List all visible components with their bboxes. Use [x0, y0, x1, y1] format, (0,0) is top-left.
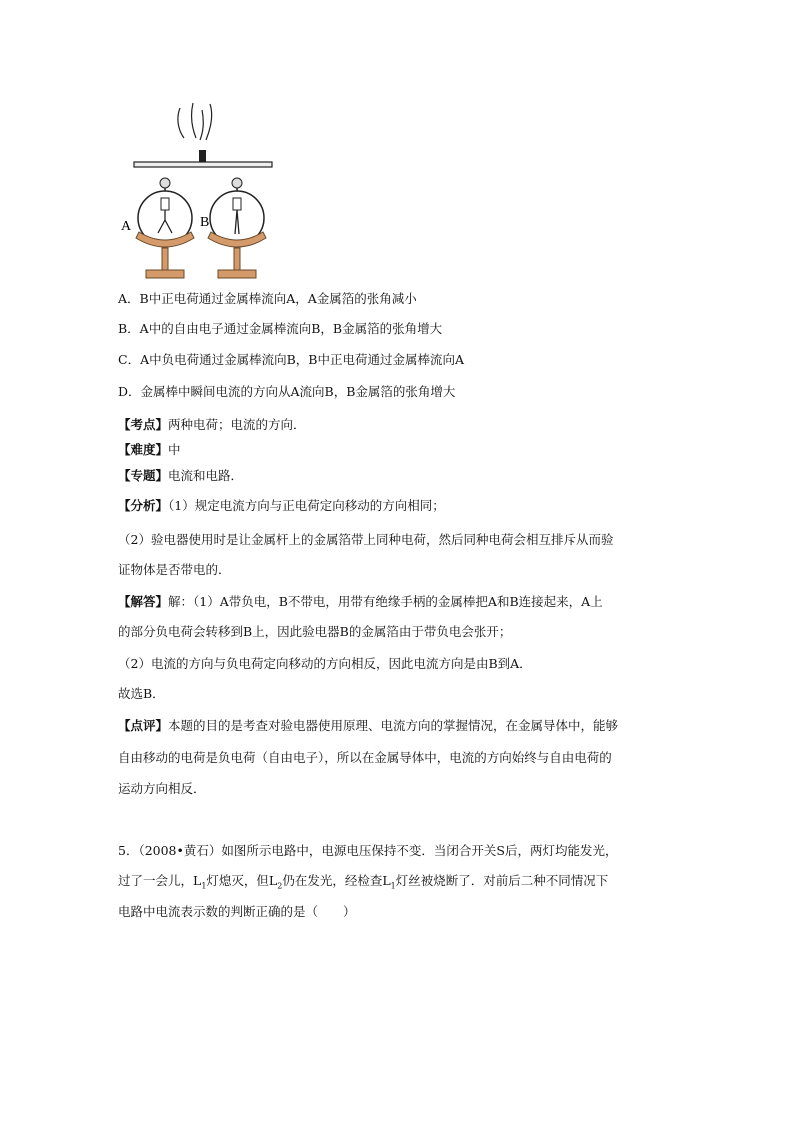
option-d: D．金属棒中瞬间电流的方向从A流向B，B金属箔的张角增大 [118, 384, 456, 399]
jieda-tag: 【解答】 [118, 594, 169, 609]
hand-drawing [178, 103, 212, 140]
q5-sub-2: 2 [277, 881, 283, 891]
kaodian-text: 两种电荷；电流的方向． [168, 417, 306, 432]
nandu-line [118, 442, 181, 458]
nandu-tag: 【难度】 [118, 442, 169, 457]
dianping-line-1 [118, 718, 618, 734]
option-a: A．B中正电荷通过金属棒流向A，A金属箔的张角减小 [118, 291, 417, 306]
jieda-line-1 [118, 594, 603, 610]
jieda-line-2: 的部分负电荷会转移到B上，因此验电器B的金属箔由于带负电会张开； [118, 624, 512, 639]
fenxi-line-1 [118, 498, 445, 514]
zhuanti-text: 电流和电路． [168, 468, 244, 483]
electroscope-a [136, 178, 194, 278]
q5-text-c: 仍在发光，经检查L [282, 873, 391, 888]
electroscope-figure [118, 98, 278, 283]
nandu-text: 中 [168, 442, 181, 457]
metal-rod [134, 162, 272, 167]
kaodian-tag: 【考点】 [118, 417, 169, 432]
electroscope-drawing [118, 98, 278, 283]
q5-sub-3: 1 [390, 881, 396, 891]
label-a: A [121, 219, 132, 234]
dianping-text-1: 本题的目的是考查对验电器使用原理、电流方向的掌握情况，在金属导体中，能够 [168, 718, 619, 733]
dianping-tag: 【点评】 [118, 718, 169, 733]
dianping-line-3: 运动方向相反． [118, 781, 206, 796]
question-5-line-1: 5．（2008•黄石）如图所示电路中，电源电压保持不变．当闭合开关S后，两灯均能发光， [118, 843, 618, 858]
electroscope-b [208, 178, 266, 278]
question-5-line-2 [118, 873, 608, 895]
jieda-text-1: 解：（1）A带负电，B不带电，用带有绝缘手柄的金属棒把A和B连接起来，A上 [168, 594, 603, 609]
q5-text-a: 过了一会儿，L [118, 873, 202, 888]
jieda-line-3: （2）电流的方向与负电荷定向移动的方向相反，因此电流方向是由B到A． [118, 656, 532, 671]
jieda-line-4: 故选B． [118, 686, 165, 701]
zhuanti-line [118, 468, 243, 484]
fenxi-line-3: 证物体是否带电的． [118, 562, 231, 577]
q5-sub-1: 1 [201, 881, 207, 891]
kaodian-line [118, 417, 306, 433]
dianping-line-2: 自由移动的电荷是负电荷（自由电子），所以在金属导体中，电流的方向始终与自由电荷的 [118, 750, 612, 765]
insulating-handle [199, 150, 206, 163]
label-b: B [200, 215, 210, 230]
zhuanti-tag: 【专题】 [118, 468, 169, 483]
fenxi-tag: 【分析】 [118, 498, 169, 513]
question-5-line-3: 电路中电流表示数的判断正确的是（ ） [118, 904, 356, 919]
q5-text-b: 灯熄灭，但L [206, 873, 278, 888]
fenxi-line-2: （2）验电器使用时是让金属杆上的金属箔带上同种电荷，然后同种电荷会相互排斥从而验 [118, 532, 614, 547]
q5-text-d: 灯丝被烧断了．对前后二种不同情况下 [395, 873, 609, 888]
fenxi-text-1: （1）规定电流方向与正电荷定向移动的方向相同； [168, 498, 445, 513]
option-c: C．A中负电荷通过金属棒流向B，B中正电荷通过金属棒流向A [118, 352, 464, 367]
option-b: B．A中的自由电子通过金属棒流向B，B金属箔的张角增大 [118, 321, 443, 336]
